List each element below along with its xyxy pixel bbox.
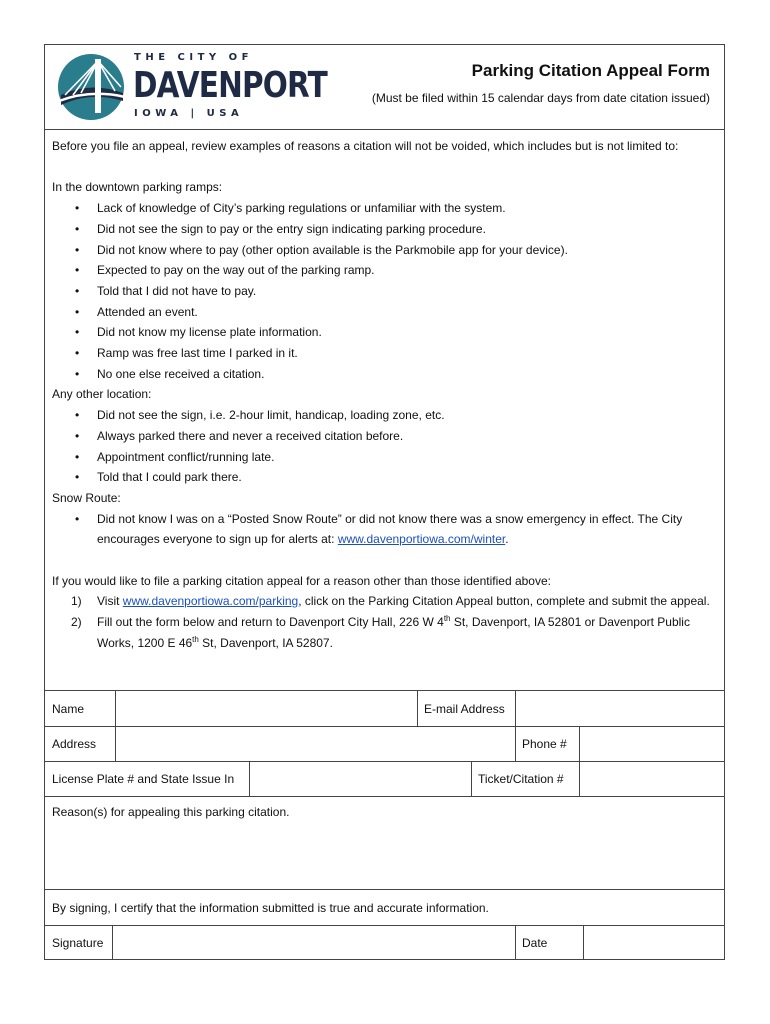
list-item: • Did not know where to pay (other option available is the Parkmobile app for your device). (97, 240, 720, 261)
list-item: • Told that I did not have to pay. (97, 281, 720, 302)
intro-paragraph: Before you file an appeal, review examples of reasons a citation will not be voided, which includes but is not limited to: (52, 139, 679, 153)
plate-ticket-row (45, 761, 724, 796)
instructions (52, 136, 720, 654)
address-label: Address (52, 737, 97, 751)
name-email-row (45, 690, 724, 726)
list-item: • Always parked there and never a received citation before. (97, 426, 720, 447)
list-item (71, 591, 720, 612)
list-item: • Expected to pay on the way out of the parking ramp. (97, 260, 720, 281)
step1-post: , click on the Parking Citation Appeal button, complete and submit the appeal. (298, 594, 710, 609)
other-location-reasons-list (52, 405, 720, 488)
logo-line-the-city-of: THE CITY OF (134, 52, 253, 63)
list-item (71, 612, 720, 653)
list-item: • Lack of knowledge of City’s parking regulations or unfamiliar with the system. (97, 198, 720, 219)
name-field[interactable] (116, 691, 417, 726)
list-item (97, 509, 720, 550)
phone-field[interactable] (580, 727, 724, 761)
downtown-reasons-list (52, 198, 720, 384)
list-item: • Did not see the sign, i.e. 2-hour limit, handicap, loading zone, etc. (97, 405, 720, 426)
list-item: • Appointment conflict/running late. (97, 447, 720, 468)
snow-route-text: Did not know I was on a “Posted Snow Route” or did not know there was a snow emergency in effect. The City encourages everyone to sign up for alerts at: (97, 511, 683, 547)
email-label: E-mail Address (424, 701, 505, 716)
list-item: • Ramp was free last time I parked in it. (97, 343, 720, 364)
parking-appeal-link[interactable]: www.davenportiowa.com/parking (122, 594, 299, 609)
list-item: • Attended an event. (97, 302, 720, 323)
list-item: • Did not know my license plate information. (97, 322, 720, 343)
appeal-form-page (44, 44, 725, 960)
downtown-heading: In the downtown parking ramps: (52, 180, 223, 195)
bridge-emblem-icon (57, 51, 125, 121)
superscript: th (192, 634, 199, 644)
snow-route-heading: Snow Route: (52, 490, 121, 505)
date-label: Date (522, 936, 548, 950)
winter-alerts-link[interactable]: www.davenportiowa.com/winter (337, 532, 506, 547)
file-appeal-intro: If you would like to file a parking citation appeal for a reason other than those identified above: (52, 573, 551, 588)
form-title: Parking Citation Appeal Form (471, 61, 710, 80)
date-field[interactable] (584, 926, 724, 960)
ticket-citation-label: Ticket/Citation # (478, 772, 564, 786)
signature-date-row (45, 925, 724, 960)
address-field[interactable] (116, 727, 515, 761)
signature-field[interactable] (113, 926, 515, 960)
step-number: 2) (71, 615, 82, 630)
form-header (45, 45, 724, 130)
logo-line-davenport: DAVENPORT (133, 65, 327, 106)
list-item: • No one else received a citation. (97, 364, 720, 385)
name-label: Name (52, 701, 85, 716)
certify-row (45, 889, 724, 925)
address-phone-row (45, 726, 724, 761)
step-number: 1) (71, 594, 82, 609)
form-subtitle: (Must be filed within 15 calendar days from date citation issued) (371, 91, 710, 105)
superscript: th (443, 614, 451, 624)
certify-statement: By signing, I certify that the information submitted is true and accurate information. (52, 900, 489, 915)
signature-label: Signature (52, 936, 104, 950)
reasons-row (45, 796, 724, 889)
phone-label: Phone # (522, 737, 567, 751)
reasons-field[interactable] (45, 821, 724, 889)
email-field[interactable] (516, 691, 724, 726)
snow-route-reasons-list (52, 509, 720, 550)
reasons-label: Reason(s) for appealing this parking citation. (52, 805, 290, 819)
step2-text-b: St, Davenport, IA 52801 or Davenport Public Works, 1200 E 46 (97, 615, 690, 650)
step2-text-c: St, Davenport, IA 52807. (198, 635, 333, 650)
other-location-heading: Any other location: (52, 387, 152, 402)
logo-line-iowa-usa: IOWA | USA (134, 108, 244, 119)
list-item: • Did not see the sign to pay or the entry sign indicating parking procedure. (97, 219, 720, 240)
appeal-steps-list (52, 591, 720, 653)
snow-route-end: . (505, 532, 509, 547)
license-plate-field[interactable] (250, 762, 471, 796)
city-of-davenport-logo (57, 51, 327, 125)
license-plate-label: License Plate # and State Issue In (52, 772, 235, 786)
ticket-citation-field[interactable] (580, 762, 724, 796)
step1-pre: Visit (97, 594, 123, 609)
step2-text-a: Fill out the form below and return to Davenport City Hall, 226 W 4 (97, 615, 444, 630)
list-item: • Told that I could park there. (97, 467, 720, 488)
